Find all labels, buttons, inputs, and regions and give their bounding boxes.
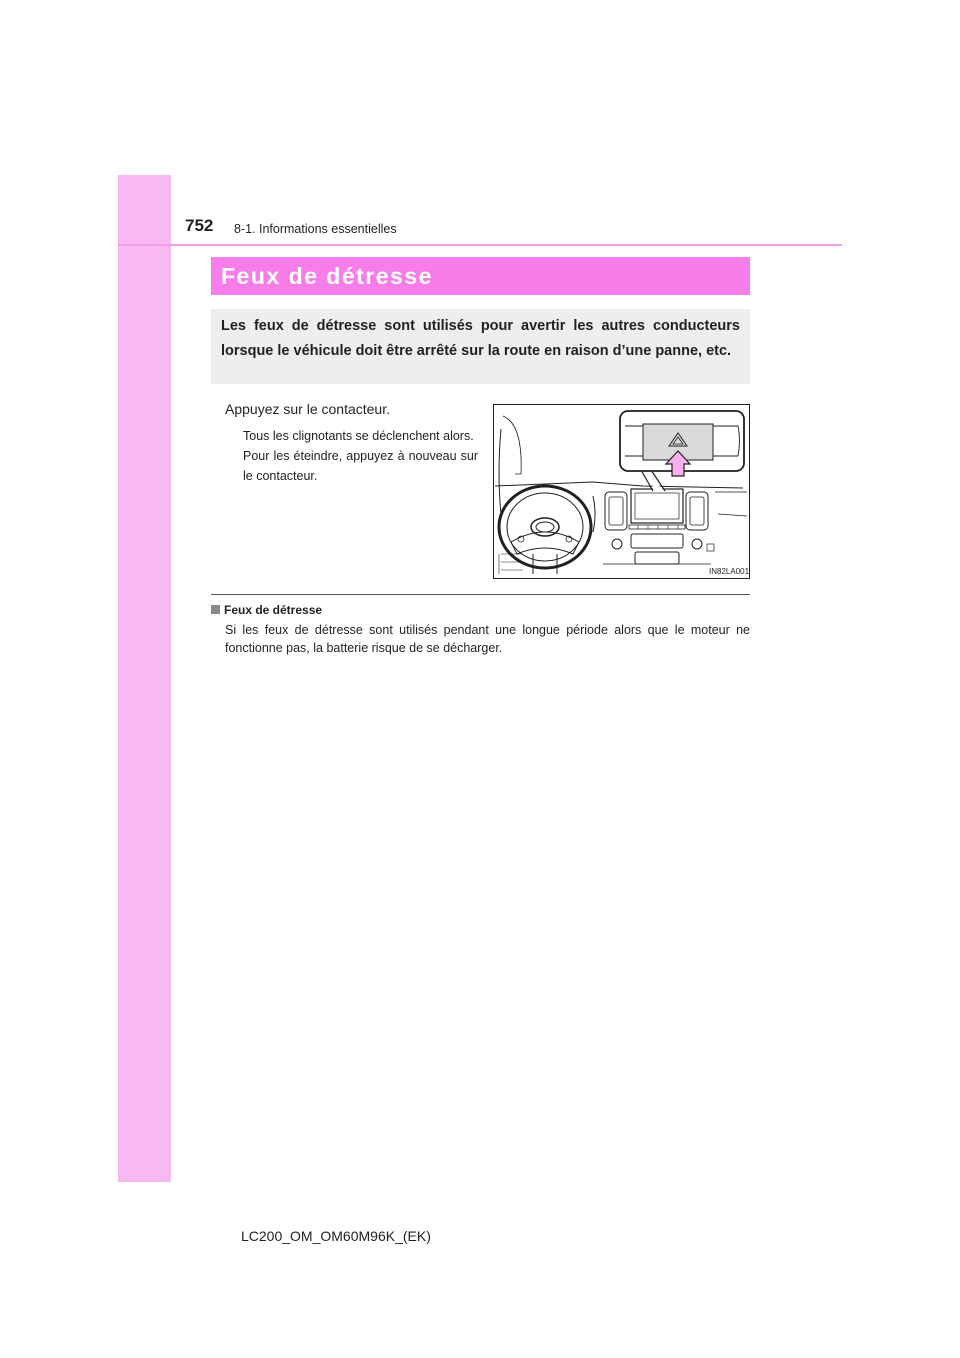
bullet-square-icon	[211, 605, 220, 614]
step-detail	[243, 426, 478, 486]
dashboard-illustration	[493, 404, 750, 579]
side-color-band	[118, 175, 171, 1182]
step-detail-text-2: Pour les éteindre, appuyez à nouveau sur le contacteur.	[243, 449, 478, 483]
intro-text: Les feux de détresse sont utilisés pour avertir les autres conducteurs lorsque le véhicule doit être arrêté sur la route en raison d’une panne, etc.	[221, 318, 740, 359]
page-number: 752	[185, 216, 214, 235]
step-detail-text: Tous les clignotants se déclenchent alors.	[243, 429, 474, 443]
title-bar	[211, 257, 750, 295]
note-title: Feux de détresse	[224, 603, 323, 617]
separator-rule	[211, 594, 750, 595]
intro-box	[211, 309, 750, 384]
step-instruction: Appuyez sur le contacteur.	[225, 401, 390, 417]
page-title: Feux de détresse	[221, 263, 433, 289]
header-rule	[118, 244, 842, 246]
note-heading	[211, 602, 322, 618]
section-heading: 8-1. Informations essentielles	[234, 222, 397, 236]
footer-code: LC200_OM_OM60M96K_(EK)	[241, 1228, 431, 1244]
figure-code: IN82LA001	[709, 567, 750, 576]
note-text: Si les feux de détresse sont utilisés pendant une longue période alors que le moteur ne fonctionne pas, la batterie risque de se décharger.	[225, 623, 750, 655]
